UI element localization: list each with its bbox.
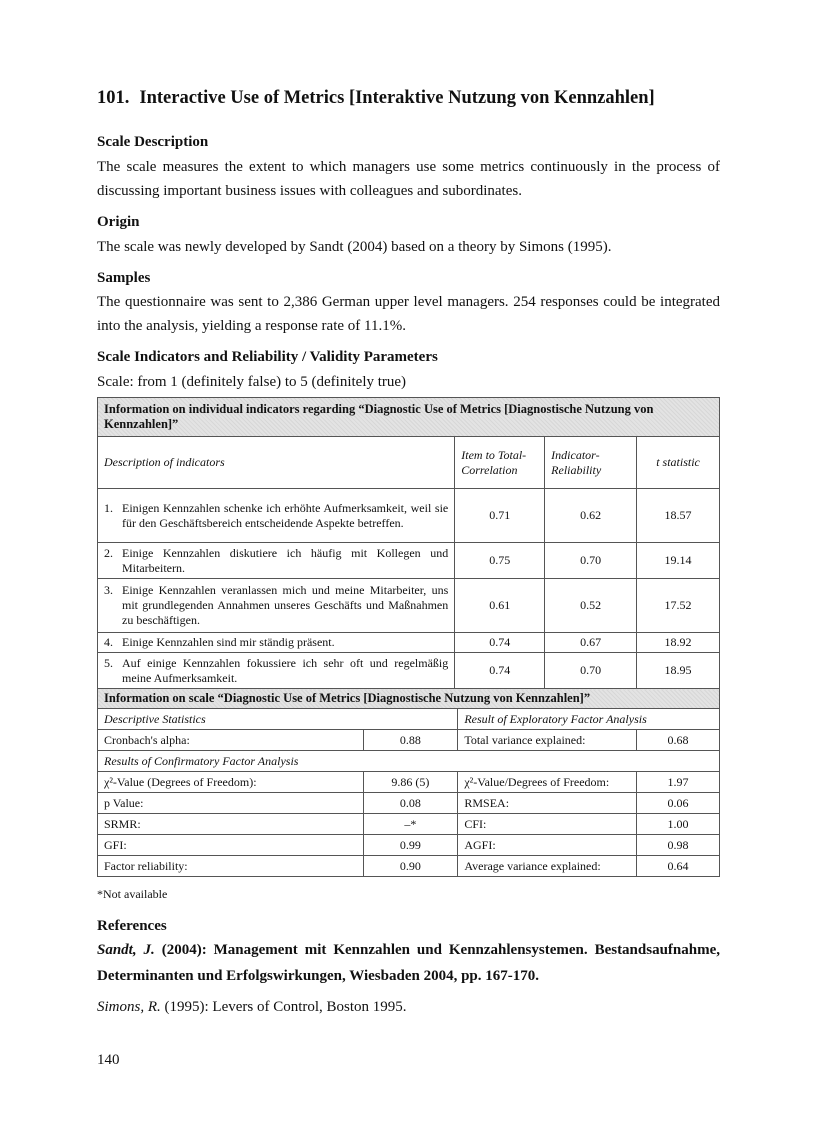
cfa-value: –* [363,814,458,835]
cfa-value: 0.64 [637,856,720,877]
descriptive-statistics-heading: Descriptive Statistics [98,709,458,730]
table-row [98,856,720,877]
table-row [98,543,720,579]
section-number: 101. [97,88,130,108]
table-row [98,579,720,633]
indicator-description: 3. Einige Kennzahlen veranlassen mich und meine Mitarbeiter, uns mit grundlegenden Annahmen unseres Geschäfts und Maßnahmen zu beschäftigen. [98,579,455,633]
scale-caption-row [98,689,720,709]
reference-author: Simons, R. [97,999,161,1015]
cfa-label: χ²-Value (Degrees of Freedom): [98,772,364,793]
indicators-heading: Scale Indicators and Reliability / Validity Parameters [97,349,438,365]
header-item-total: Item to Total-Correlation [455,437,545,489]
indicator-reliability: 0.70 [545,543,637,579]
cfa-value: 1.00 [637,814,720,835]
cfa-value: 0.98 [637,835,720,856]
cronbach-value: 0.88 [363,730,458,751]
cronbach-label: Cronbach's alpha: [98,730,364,751]
indicator-reliability: 0.62 [545,489,637,543]
header-t-statistic: t statistic [637,437,720,489]
cfa-label: SRMR: [98,814,364,835]
indicators-caption: Information on individual indicators regarding “Diagnostic Use of Metrics [Diagnostische Nutzung von Kennzahlen]” [98,398,720,437]
table-row [98,814,720,835]
indicators-caption-row [98,398,720,437]
table-row [98,793,720,814]
origin-heading: Origin [97,214,140,230]
table-row [98,653,720,689]
table-row [98,489,720,543]
item-total-correlation: 0.71 [455,489,545,543]
indicator-reliability: 0.67 [545,633,637,653]
cfa-value: 1.97 [637,772,720,793]
t-statistic: 17.52 [637,579,720,633]
item-total-correlation: 0.74 [455,653,545,689]
cfa-label: CFI: [458,814,637,835]
scale-description-text: The scale measures the extent to which managers use some metrics continuously in the process of discussing important business issues with colleagues and subordinates. [97,159,720,199]
cfa-value: 0.99 [363,835,458,856]
indicator-description: 2. Einige Kennzahlen diskutiere ich häufig mit Kollegen und Mitarbeitern. [98,543,455,579]
reference-item [97,994,720,1020]
item-total-correlation: 0.75 [455,543,545,579]
cfa-value: 0.06 [637,793,720,814]
reference-text: (2004): Management mit Kennzahlen und Kennzahlensystemen. Bestandsaufnahme, Determinanten und Erfolgswirkungen, Wiesbaden 2004, pp. 167-170. [97,942,721,984]
cfa-value: 9.86 (5) [363,772,458,793]
scale-caption: Information on scale “Diagnostic Use of Metrics [Diagnostische Nutzung von Kennzahlen]” [98,689,720,709]
t-statistic: 18.95 [637,653,720,689]
t-statistic: 18.57 [637,489,720,543]
cfa-label: Factor reliability: [98,856,364,877]
section-header-row [98,709,720,730]
cfa-label: AGFI: [458,835,637,856]
indicators-table [97,397,720,689]
cfa-value: 0.90 [363,856,458,877]
cfa-heading: Results of Confirmatory Factor Analysis [98,751,720,772]
origin-text: The scale was newly developed by Sandt (2004) based on a theory by Simons (1995). [97,239,612,255]
scale-description-heading: Scale Description [97,134,209,150]
t-statistic: 19.14 [637,543,720,579]
header-description: Description of indicators [98,437,455,489]
efa-heading: Result of Exploratory Factor Analysis [458,709,720,730]
indicators-header-row [98,437,720,489]
scale-note: Scale: from 1 (definitely false) to 5 (definitely true) [97,374,407,390]
cfa-value: 0.08 [363,793,458,814]
cfa-label: p Value: [98,793,364,814]
page-number: 140 [97,1052,120,1068]
reference-author: Sandt, J. [97,942,155,958]
indicator-reliability: 0.52 [545,579,637,633]
indicator-description: 4. Einige Kennzahlen sind mir ständig präsent. [98,633,455,653]
page-title [97,88,655,109]
table-row [98,772,720,793]
item-total-correlation: 0.74 [455,633,545,653]
t-statistic: 18.92 [637,633,720,653]
scale-table [97,688,720,877]
cfa-label: χ²-Value/Degrees of Freedom: [458,772,637,793]
table-row [98,730,720,751]
indicator-reliability: 0.70 [545,653,637,689]
tve-value: 0.68 [637,730,720,751]
cfa-header-row [98,751,720,772]
indicator-description: 1. Einigen Kennzahlen schenke ich erhöhte Aufmerksamkeit, weil sie für den Geschäftsbereich entscheidende Aspekte betreffen. [98,489,455,543]
cfa-label: Average variance explained: [458,856,637,877]
tve-label: Total variance explained: [458,730,637,751]
reference-item [97,937,720,989]
table-footnote: *Not available [97,887,168,901]
indicator-description: 5. Auf einige Kennzahlen fokussiere ich sehr oft und regelmäßig meine Aufmerksamkeit. [98,653,455,689]
table-row [98,835,720,856]
samples-text: The questionnaire was sent to 2,386 German upper level managers. 254 responses could be integrated into the analysis, yielding a response rate of 11.1%. [97,294,720,334]
section-title: Interactive Use of Metrics [Interaktive Nutzung von Kennzahlen] [139,88,655,108]
references-heading: References [97,918,167,934]
samples-heading: Samples [97,270,151,286]
header-indicator-reliability: Indicator-Reliability [545,437,637,489]
item-total-correlation: 0.61 [455,579,545,633]
cfa-label: RMSEA: [458,793,637,814]
cfa-label: GFI: [98,835,364,856]
reference-text: (1995): Levers of Control, Boston 1995. [160,999,407,1015]
table-row [98,633,720,653]
